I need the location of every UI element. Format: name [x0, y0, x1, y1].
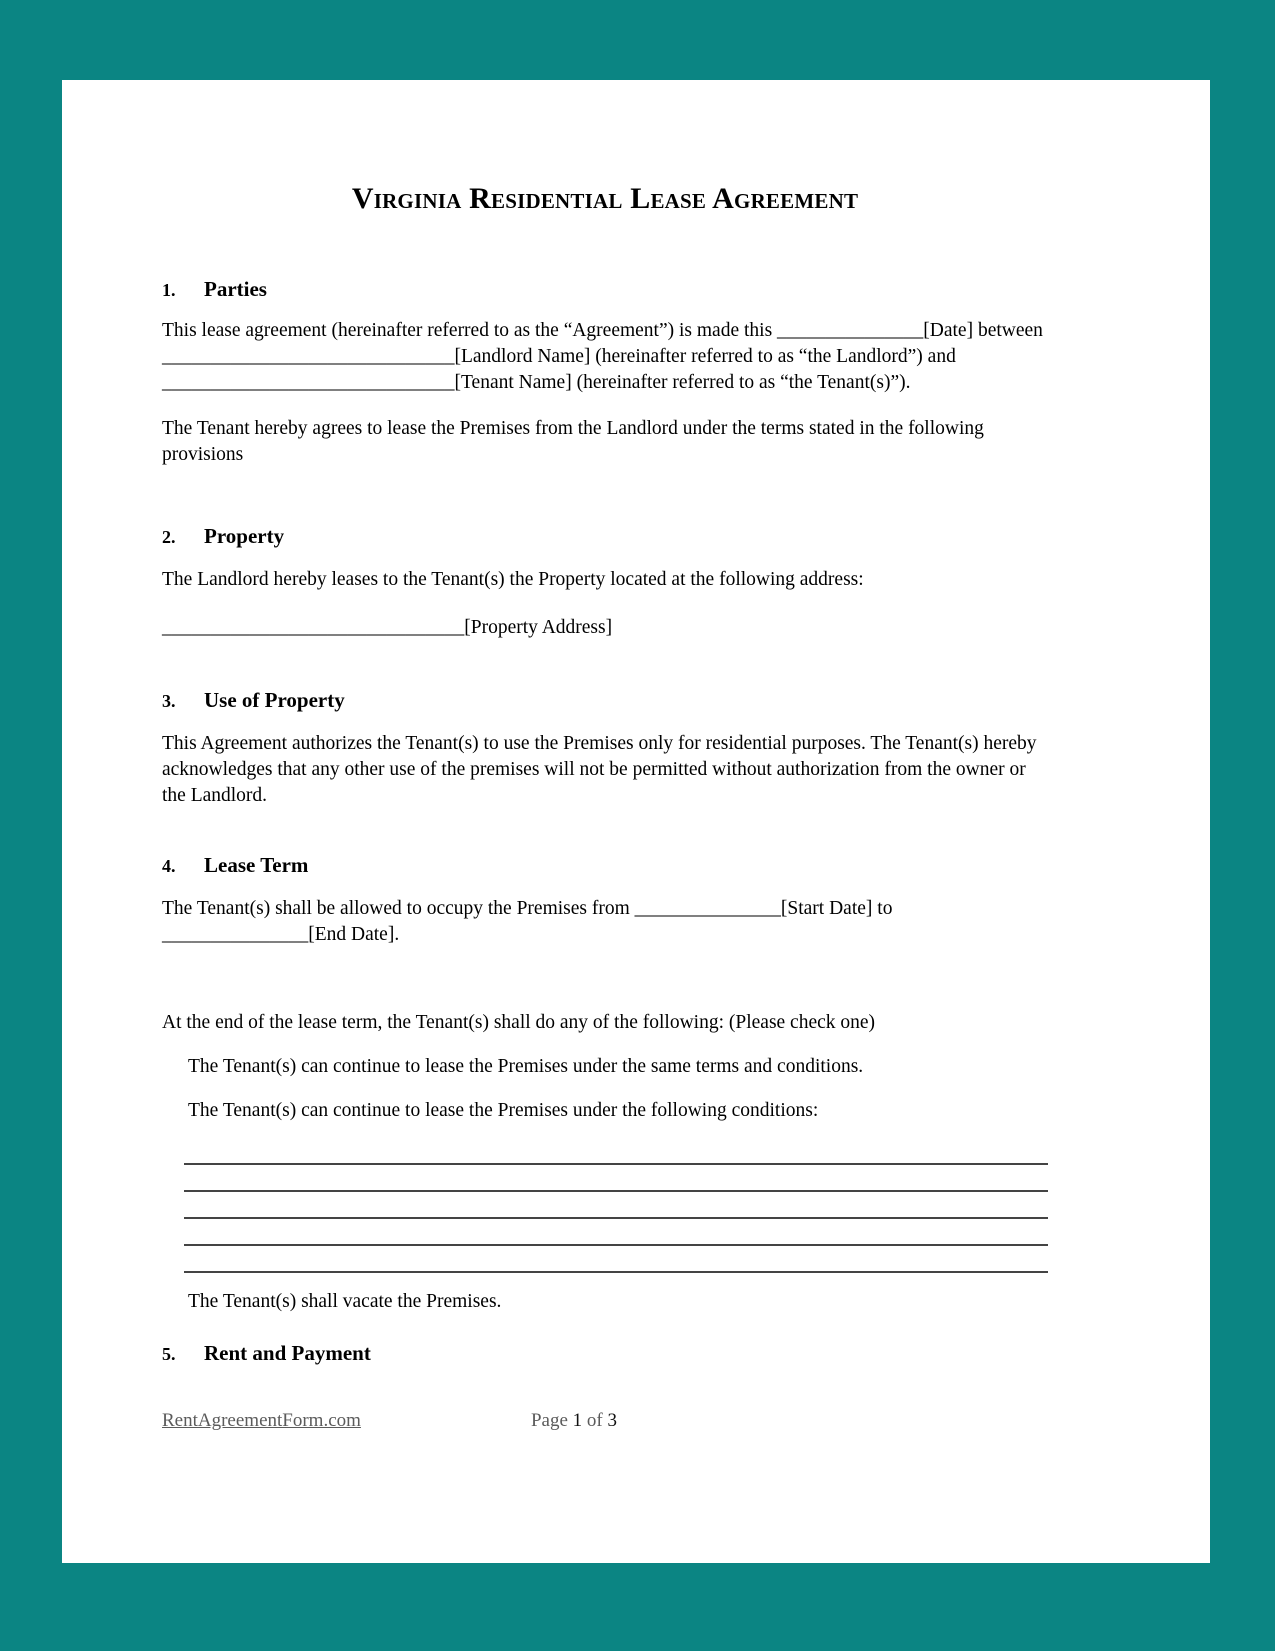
- write-in-line[interactable]: [184, 1219, 1048, 1246]
- property-address-field[interactable]: _______________________________[Property Address]: [162, 616, 613, 638]
- section-title: Rent and Payment: [204, 1340, 371, 1365]
- section-number: 3.: [162, 691, 176, 712]
- section-heading-use-of-property: [162, 688, 1048, 713]
- page-footer: [162, 1410, 1048, 1432]
- footer-page-current: 1: [572, 1410, 583, 1431]
- lease-end-option-2[interactable]: The Tenant(s) can continue to lease the Premises under the following conditions:: [188, 1099, 819, 1121]
- lease-end-option-1[interactable]: The Tenant(s) can continue to lease the Premises under the same terms and conditions.: [188, 1055, 864, 1077]
- use-of-property-paragraph-1: This Agreement authorizes the Tenant(s) to use the Premises only for residential purposes. The Tenant(s) hereby acknowledges that any other use of the premises will not be permitted without authorization from the owner or the Landlord.: [162, 733, 1037, 807]
- page-content: [162, 80, 1048, 1563]
- footer-site-link[interactable]: RentAgreementForm.com: [162, 1410, 361, 1431]
- section-title: Lease Term: [204, 853, 309, 878]
- lease-end-option-3[interactable]: The Tenant(s) shall vacate the Premises.: [188, 1290, 502, 1312]
- section-heading-parties: [162, 277, 1048, 302]
- section-title: Property: [204, 523, 285, 548]
- section-heading-rent-and-payment: [162, 1341, 1048, 1366]
- footer-page-total: 3: [607, 1410, 617, 1431]
- conditions-write-in-lines[interactable]: [162, 1124, 1048, 1273]
- parties-paragraph-2: The Tenant hereby agrees to lease the Premises from the Landlord under the terms stated in the following provisions: [162, 417, 984, 465]
- section-title: Parties: [204, 277, 267, 301]
- lease-end-instruction: At the end of the lease term, the Tenant(s) shall do any of the following: (Please check one): [162, 1012, 876, 1034]
- lease-term-dates-field[interactable]: The Tenant(s) shall be allowed to occupy the Premises from _______________[Start Date] to _______________[End Date].: [162, 898, 893, 946]
- section-number: 1.: [162, 280, 176, 300]
- page-title: Virginia Residential Lease Agreement: [351, 182, 859, 215]
- footer-page-number: [531, 1410, 617, 1432]
- parties-paragraph-1: This lease agreement (hereinafter referred to as the “Agreement”) is made this _______________[Date] between ______________________________[Landlord Name] (hereinafter referred to as “the Landlord”) and ______________________________[Tenant Name] (hereinafter referred to as “the Tenant(s)”).: [162, 320, 1043, 393]
- section-heading-property: [162, 524, 1048, 549]
- write-in-line[interactable]: [184, 1192, 1048, 1219]
- write-in-line[interactable]: [184, 1246, 1048, 1273]
- write-in-line[interactable]: [184, 1165, 1048, 1192]
- section-number: 5.: [162, 1343, 176, 1364]
- write-in-line[interactable]: [184, 1138, 1048, 1165]
- section-number: 4.: [162, 856, 176, 877]
- footer-page-prefix: Page: [530, 1410, 568, 1431]
- section-title: Use of Property: [204, 688, 345, 713]
- document-page: [62, 80, 1210, 1563]
- section-number: 2.: [162, 526, 176, 547]
- property-paragraph-1: The Landlord hereby leases to the Tenant(s) the Property located at the following address:: [162, 568, 864, 590]
- footer-page-middle: of: [586, 1410, 603, 1431]
- section-heading-lease-term: [162, 853, 1048, 878]
